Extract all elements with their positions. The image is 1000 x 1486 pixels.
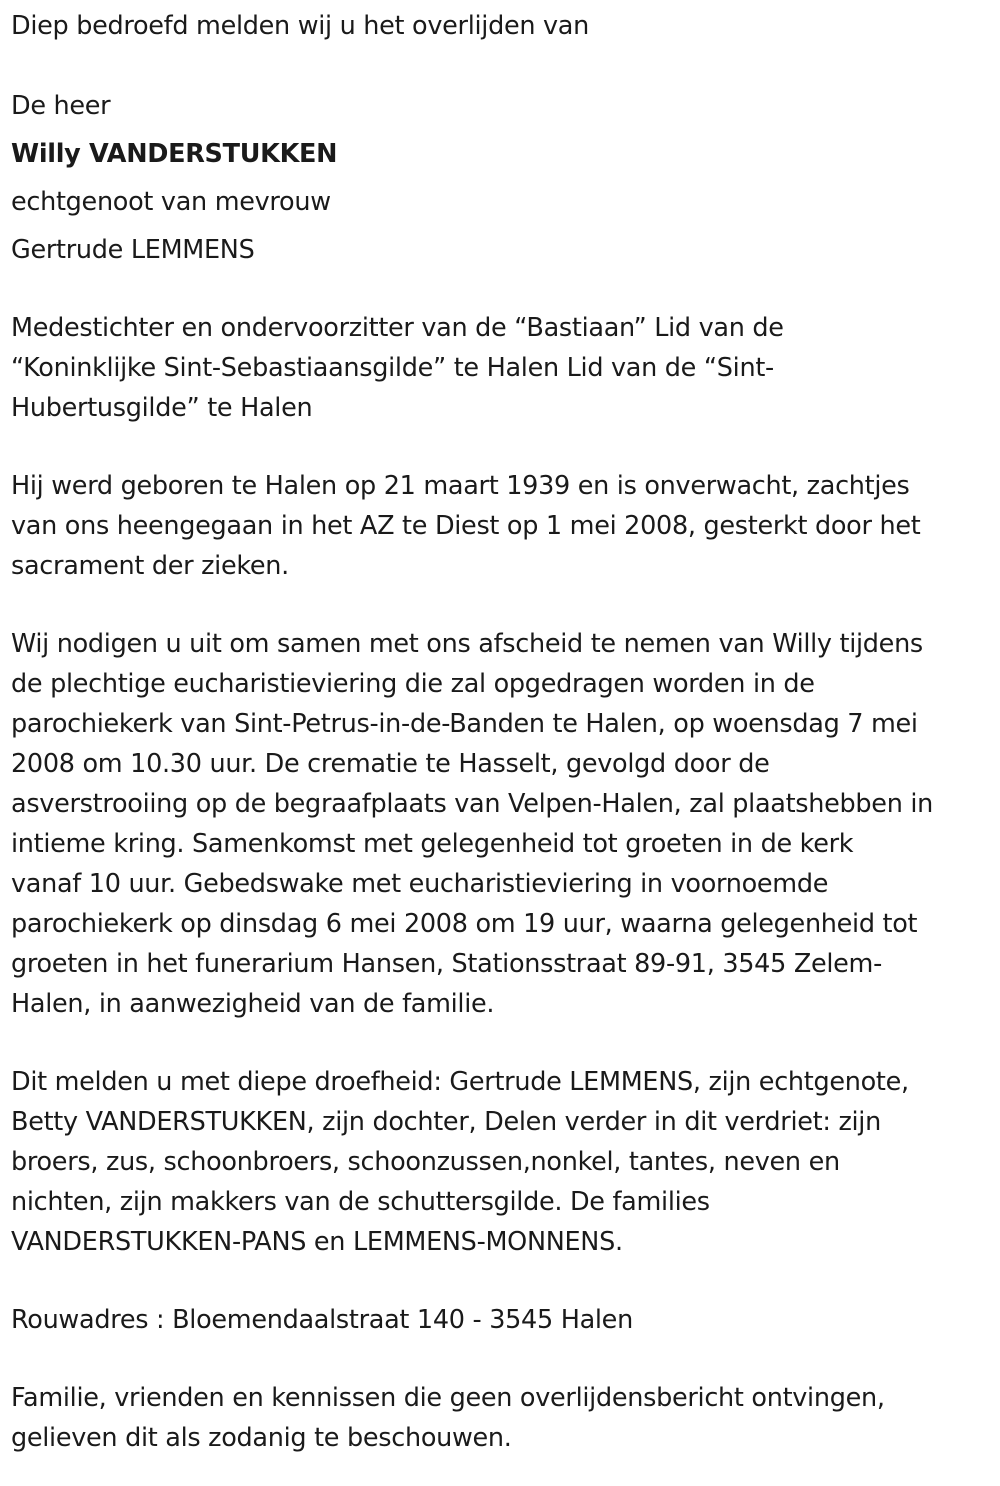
- birth-death-line: van ons heengegaan in het AZ te Diest op 1 mei 2008, gesterkt door het: [11, 511, 921, 541]
- closing-paragraph: [11, 1378, 988, 1458]
- invitation-line: 2008 om 10.30 uur. De crematie te Hasselt, gevolgd door de: [11, 749, 770, 779]
- invitation-line: parochiekerk van Sint-Petrus-in-de-Banden te Halen, op woensdag 7 mei: [11, 709, 918, 739]
- deceased-name: Willy VANDERSTUKKEN: [11, 139, 338, 169]
- mourning-address: Rouwadres : Bloemendaalstraat 140 - 3545 Halen: [11, 1305, 633, 1335]
- family-line: Betty VANDERSTUKKEN, zijn dochter, Delen verder in dit verdriet: zijn: [11, 1107, 881, 1137]
- spouse-label: echtgenoot van mevrouw: [11, 187, 331, 217]
- invitation-line: groeten in het funerarium Hansen, Stationsstraat 89-91, 3545 Zelem-: [11, 949, 882, 979]
- birth-death-paragraph: [11, 466, 988, 586]
- spouse-name: Gertrude LEMMENS: [11, 235, 255, 265]
- invitation-line: intieme kring. Samenkomst met gelegenheid tot groeten in de kerk: [11, 829, 854, 859]
- family-line: nichten, zijn makkers van de schuttersgilde. De families: [11, 1187, 710, 1217]
- closing-line: gelieven dit als zodanig te beschouwen.: [11, 1423, 512, 1453]
- invitation-line: Halen, in aanwezigheid van de familie.: [11, 989, 495, 1019]
- address-paragraph: [11, 1300, 988, 1340]
- invitation-paragraph: [11, 624, 988, 1024]
- memberships-line: “Koninklijke Sint-Sebastiaansgilde” te Halen Lid van de “Sint-: [11, 353, 774, 383]
- family-paragraph: [11, 1062, 988, 1262]
- intro-text: Diep bedroefd melden wij u het overlijden van: [11, 11, 589, 41]
- family-line: VANDERSTUKKEN-PANS en LEMMENS-MONNENS.: [11, 1227, 623, 1257]
- family-line: broers, zus, schoonbroers, schoonzussen,nonkel, tantes, neven en: [11, 1147, 840, 1177]
- invitation-line: Wij nodigen u uit om samen met ons afscheid te nemen van Willy tijdens: [11, 629, 923, 659]
- title-text: De heer: [11, 91, 111, 121]
- closing-line: Familie, vrienden en kennissen die geen overlijdensbericht ontvingen,: [11, 1383, 885, 1413]
- memberships-paragraph: [11, 308, 988, 428]
- birth-death-line: Hij werd geboren te Halen op 21 maart 1939 en is onverwacht, zachtjes: [11, 471, 910, 501]
- invitation-line: asverstrooiing op de begraafplaats van Velpen-Halen, zal plaatshebben in: [11, 789, 934, 819]
- memberships-line: Medestichter en ondervoorzitter van de “Bastiaan” Lid van de: [11, 313, 784, 343]
- memberships-line: Hubertusgilde” te Halen: [11, 393, 313, 423]
- family-line: Dit melden u met diepe droefheid: Gertrude LEMMENS, zijn echtgenote,: [11, 1067, 909, 1097]
- invitation-line: parochiekerk op dinsdag 6 mei 2008 om 19 uur, waarna gelegenheid tot: [11, 909, 918, 939]
- birth-death-line: sacrament der zieken.: [11, 551, 289, 581]
- invitation-line: vanaf 10 uur. Gebedswake met eucharistieviering in voornoemde: [11, 869, 829, 899]
- invitation-line: de plechtige eucharistieviering die zal opgedragen worden in de: [11, 669, 815, 699]
